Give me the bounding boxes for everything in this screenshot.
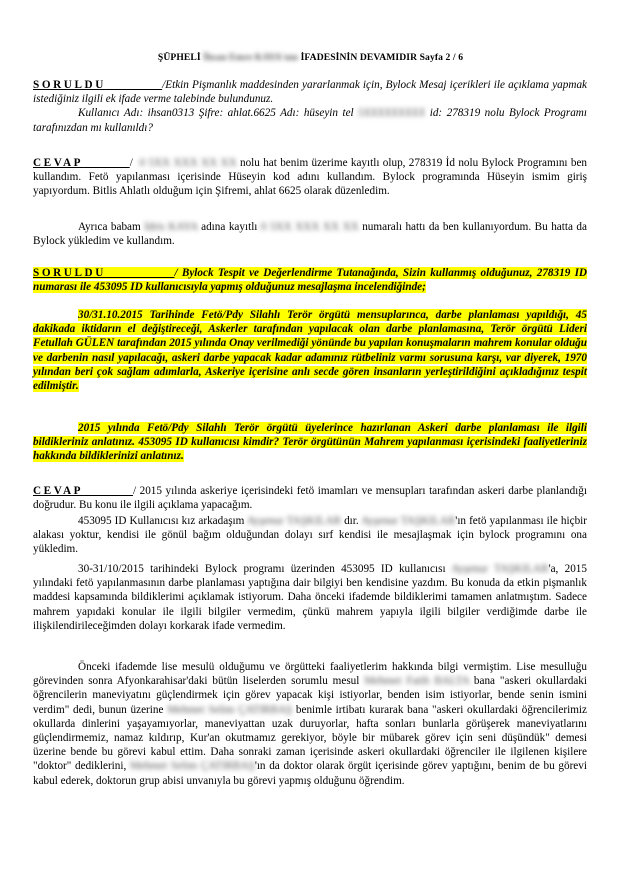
question-1-blank [106,79,162,91]
answer-1-text: nolu hat benim üzerime kayıtlı olup, 278319 İd nolu Bylock Programını ben kullandım. Fetö yapılanması içerisinde Hüseyin kod adını kullandım. Bylock programında Hüseyin ismim giriş yapıyordum. Bitlis Ahlatlı olduğum için Şifremi, ahlat 6625 olarak düzenledim. [33,157,588,198]
header-suffix: İFADESİNİN DEVAMIDIR Sayfa 2 / 6 [300,52,464,63]
answer-2-label: CEVAP [33,485,84,497]
answer-1-label: CEVAP [33,157,84,169]
redacted-suspect-name: İhsan Emre KAYA'nın [203,52,299,63]
answer-2-para-3: 30-31/10/2015 tarihindeki Bylock programı üzerinden 453095 ID kullanıcısı Ayşenur TAŞKILAR'a, 2015 yılındaki fetö yapılanmasının darbe planlaması yaptığına dair bilgiyi ben kendisine yazdım. Bu konuda da etkin pişmanlık maddesi kapsamında bildiklerimi açıklamak istiyorum. Daha önceki ifademde bildiklerimi tamamen anlatmıştım. Sadece mahrem yapıdaki konular ile ilgili bilgiler vermedim, çünkü mahrem yapıyla ilgili bilgiler verdiğimde darbe ile ilişkilendirileceğimden dolayı korkarak ifade vermedim. [33,563,587,632]
redacted-person-1: Mehmet Fatih BALTA [364,675,470,688]
answer-2-para-2: 453095 ID Kullanıcısı kız arkadaşım Ayşenur TAŞKILAR dır. Ayşenur TAŞKILAR'ın fetö yapılanması ile hiçbir alakası yoktur, kendisi ile gönül bağım olduğundan dolayı sırf kendisi ile mesajlaşmak için bylock programını ona yükledim. [33,515,588,556]
page-header [0,52,621,63]
redacted-person-3: Mehmet Selim ÇATIRBAŞ [129,760,255,773]
header-prefix: ŞÜPHELİ [157,52,201,63]
redacted-friend-name-3: Ayşenur TAŞKILAR [451,563,549,575]
answer-1: CEVAP / 0 5XX XXX XX XX nolu hat benim üzerime kayıtlı olup, 278319 İd nolu Bylock Programını ben kullandım. Fetö yapılanması içerisinde Hüseyin kod adını kullandım. Bylock programında Hüseyin ismim giriş yapıyordum. Bitlis Ahlatlı olduğum için Şifremi, ahlat 6625 olarak düzenledim. [33,157,588,198]
answer-2 [33,484,587,512]
question-1-credentials: Kullanıcı Adı: ihsan0313 Şifre: ahlat.6625 Adı: hüseyin tel [78,107,359,120]
question-2-text: / Bylock Tespit ve Değerlendirme Tutanağında, Sizin kullanmış olduğunuz, 278319 ID numarası ile 453095 ID kullanıcısıyla yapmış olduğunuz mesajlaşma incelendiğinde; [33,267,588,294]
redacted-phone-3: 0 5XX XXX XX XX [260,221,359,233]
question-2-label: SORULDU [33,267,106,279]
question-1-label: SORULDU [33,79,106,91]
redacted-father-name: İdris KAYA [144,221,198,233]
redacted-person-2: Mehmet Selim ÇATIRBAŞ [167,703,293,716]
answer-1-para-2: Ayrıca babam İdris KAYA adına kayıtlı 0 5XX XXX XX XX numaralı hattı da ben kullanıyordum. Bu hatta da Bylock yükledim ve kullandım. [33,221,587,248]
question-2-para-3: 2015 yılında Fetö/Pdy Silahlı Terör örgütü üyelerince hazırlanan Askeri darbe planlaması ile ilgili bildikleriniz anlatınız. 453095 ID kullanıcısı kimdir? Terör örgütünün Mahrem yapılanması içerisindeki faaliyetleriniz hakkında bildiklerinizi anlatınız. [33,422,587,463]
question-1 [33,78,587,135]
question-2 [33,266,587,294]
question-1-credentials-b: id: 278319 nolu Bylock Programı tarafınızdan mı kullanıldı? [33,107,587,134]
answer-2-text: / 2015 yılında askeriye içerisindeki fetö imamları ve mensupları tarafından askeri darbe planlandığı doğrudur. Bu konu ile ilgili açıklama yapacağım. [33,485,587,512]
redacted-friend-name-2: Ayşenur TAŞKILAR [361,515,456,527]
redacted-friend-name: Ayşenur TAŞKILAR [246,515,341,527]
redacted-phone-2: 0 5XX XXX XX XX [139,157,237,169]
question-1-text: /Etkin Pişmanlık maddesinden yararlanmak için, Bylock Mesaj içerikleri ile açıklama yapmak istediğiniz ilgili ek ifade verme talebinde bulundunuz. [33,79,588,106]
redacted-phone-1: 5XXXXXXXXX [358,107,426,120]
question-2-para-2: 30/31.10.2015 Tarihinde Fetö/Pdy Silahlı Terör örgütü mensuplarınca, darbe planlaması yapıldığı, 45 dakikada iktidarın el değiştireceği, Askerler tarafından yapılacak olan darbe planlamasına, Terör örgütü Lideri Fetullah GÜLEN tarafından 2015 yılında Onay verilmediği yönünde bu yapılan konuşmaların mahrem konular olduğu ve darbenin nasıl yapılacağı, askeri darbe yapacak kadar adamınız rütbeliniz varmı sorusuna karşı, var diyerek, 1970 yılından beri çok sağlam adımlarla, Askeriye içerisine anlı secde gören insanların yerleştirildiğini açıkladığınız tespit edilmiştir. [33,309,587,393]
answer-2-para-4: Önceki ifademde lise mesulü olduğumu ve örgütteki faaliyetlerim hakkında bilgi vermiştim. Lise mesulluğu görevinden sonra Afyonkarahisar'daki bütün liselerden sorumlu mesul Mehmet Fatih BALTA bana "askeri okullardaki öğrencilerin maneviyatını güçlendirmek için görev yapacak kişi istiyorlar, benden isim istiyorlar, bende senin ismini verdim" dedi, bunun üzerine Mehmet Selim ÇATIRBAŞ benimle irtibatı kurarak bana "askeri okullardaki öğrencilerimiz okullarda dinlerini yaşayamıyorlar, maneviyattan uzak duruyorlar, hafta sonları bunlarla görüşerek maneviyatlarını güçlendirmemiz, namaz kıldırıp, Kur'an okutmamız gerekiyor, böyle bir mübarek görev için seni düşündük" demesi üzerine bende bu görevi kabul ettim. Daha sonraki zaman içerisinde askeri okullardaki öğrenciler ile ilgilenen kişilere "doktor" dediklerini, Mehmet Selim ÇATIRBAŞ'ın da doktor olarak örgüt içerisinde görev yaptığını, benim de bu görevi kabul ederek, doktorun grup abisi unvanıyla bu görevi yapmış olduğunu öğrendim. [33,661,587,787]
